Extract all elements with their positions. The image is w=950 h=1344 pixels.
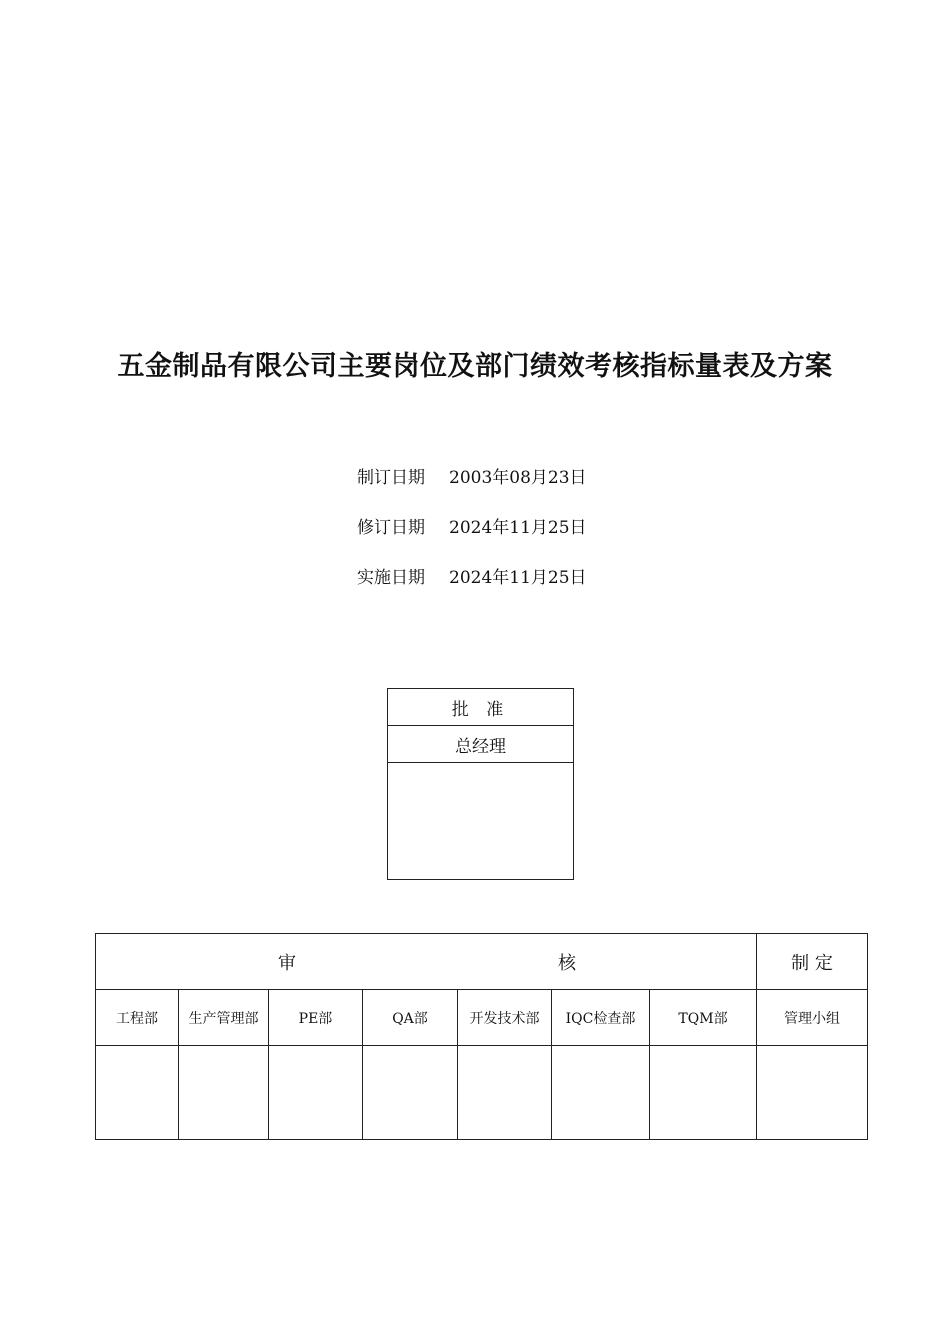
review-table <box>95 933 868 1140</box>
signature-cell[interactable] <box>179 1046 269 1140</box>
signature-cell[interactable] <box>363 1046 458 1140</box>
review-header-right: 核 <box>558 952 576 974</box>
dept-engineering: 工程部 <box>96 990 179 1046</box>
date-row-established <box>357 466 677 516</box>
dept-iqc: IQC检查部 <box>552 990 650 1046</box>
make-header-cell: 制 定 <box>757 934 868 990</box>
signature-cell[interactable] <box>552 1046 650 1140</box>
dept-production-management: 生产管理部 <box>179 990 269 1046</box>
date-row-effective <box>357 566 677 616</box>
date-value: 2024年11月25日 <box>449 568 587 588</box>
approval-role: 总经理 <box>388 726 574 763</box>
approval-header: 批 准 <box>388 689 574 726</box>
date-label: 制订日期 <box>357 468 425 488</box>
review-header-left: 审 <box>278 952 296 974</box>
signature-cell[interactable] <box>269 1046 363 1140</box>
date-row-revised <box>357 516 677 566</box>
date-value: 2003年08月23日 <box>449 468 587 488</box>
approval-signature-cell[interactable] <box>388 763 574 880</box>
document-title: 五金制品有限公司主要岗位及部门绩效考核指标量表及方案 <box>117 351 833 382</box>
dept-development: 开发技术部 <box>458 990 552 1046</box>
approval-table <box>387 688 574 880</box>
signature-cell[interactable] <box>458 1046 552 1140</box>
signature-cell[interactable] <box>96 1046 179 1140</box>
dept-qa: QA部 <box>363 990 458 1046</box>
signature-cell[interactable] <box>757 1046 868 1140</box>
dept-pe: PE部 <box>269 990 363 1046</box>
dept-tqm: TQM部 <box>650 990 757 1046</box>
date-block <box>357 466 677 616</box>
review-header-cell <box>96 934 757 990</box>
dept-management-group: 管理小组 <box>757 990 868 1046</box>
signature-cell[interactable] <box>650 1046 757 1140</box>
date-value: 2024年11月25日 <box>449 518 587 538</box>
date-label: 修订日期 <box>357 518 425 538</box>
date-label: 实施日期 <box>357 568 425 588</box>
